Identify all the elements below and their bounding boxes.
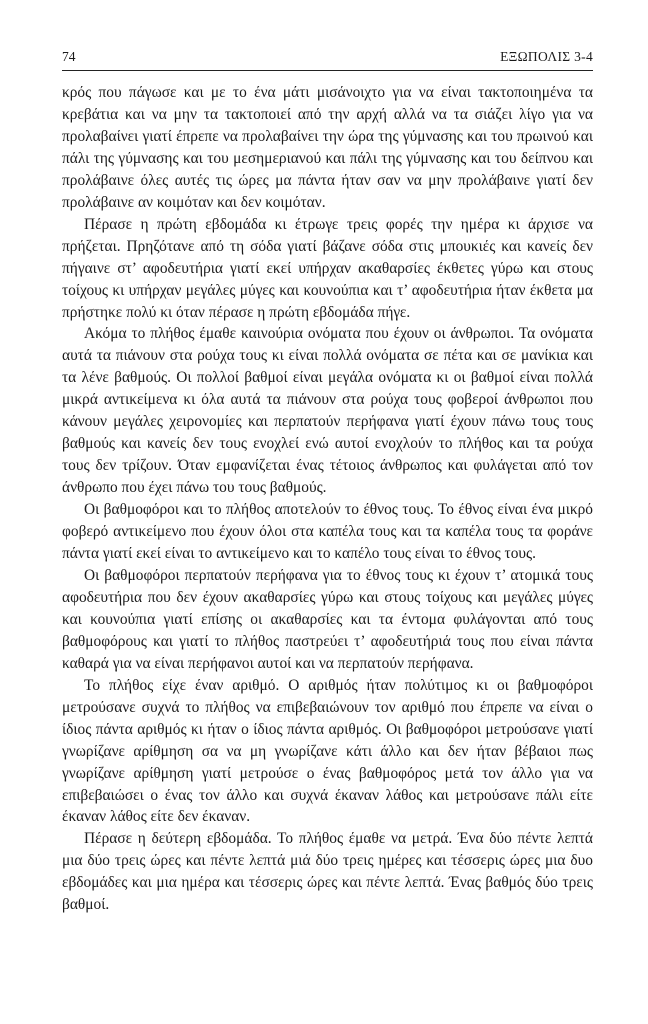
paragraph-continuation: κρός που πάγωσε και με το ένα μάτι μισάνοιχτο για να είναι τακτοποιημένα τα κρεβάτια και να μην τα τακτοποιεί από την αρχή αλλά να τα σιάζει λίγο για να προλαβαίνει γιατί έπρεπε να προλαβαίνει την ώρα της γύμνασης και του πρωινού και πάλι της γύμνασης και του μεσημεριανού και πάλι της γύμνασης και του δείπνου και προλάβαινε όλες αυτές τις ώρες μα πάντα ήταν σαν να μην προλάβαινε γιατί δεν προλάβαινε αν κοιμόταν και δεν κοιμόταν. bbox=[62, 84, 593, 211]
paragraph: Το πλήθος είχε έναν αριθμό. Ο αριθμός ήταν πολύτιμος κι οι βαθμοφόροι μετρούσανε συχνά το πλήθος να επιβεβαιώνουν τον αριθμό που έπρεπε να είναι ο ίδιος πάντα αριθμός κι ήταν ο ίδιος πάντα αριθμός. Οι βαθμοφόροι μετρούσανε γιατί γνωρίζανε αρίθμηση σα να μη γνωρίζανε κάτι άλλο και δεν ήταν βέβαιοι πως γνωρίζανε αρίθμηση γιατί μετρούσε ο ένας βαθμοφόρος μετά τον άλλο για να επιβεβαιώσει ο ένας τον άλλο και συχνά έκαναν λάθος και μετρούσανε πάλι είτε έκαναν λάθος είτε δεν έκαναν. bbox=[62, 676, 593, 826]
running-head: ΕΞΩΠΟΛΙΣ 3-4 bbox=[500, 49, 593, 64]
paragraph: Οι βαθμοφόροι περπατούν περήφανα για το έθνος τους κι έχουν τ’ ατομικά τους αφοδευτήρια που δεν έχουν ακαθαρσίες γύρω και στους τοίχους και μεγάλες μύγες και κουνούπια γιατί επίσης οι ακαθαρσίες και τα έντομα φυλάγονται από τους βαθμοφόρους και γιατί το πλήθος παστρεύει τ’ αφοδευτήριά τους που είναι πάντα καθαρά για να είναι περήφανοι αυτοί και να περπατούν περήφανα. bbox=[62, 566, 593, 672]
page-header bbox=[62, 47, 593, 67]
paragraph: Οι βαθμοφόροι και το πλήθος αποτελούν το έθνος τους. Το έθνος είναι ένα μικρό φοβερό αντικείμενο που έχουν όλοι στα καπέλα τους και τα καπέλα τους τα φοράνε πάντα γιατί εκεί είναι το αντικείμενο και το καπέλο τους είναι το έθνος τους. bbox=[62, 501, 593, 563]
paragraph: Πέρασε η πρώτη εβδομάδα κι έτρωγε τρεις φορές την ημέρα κι άρχισε να πρήζεται. Πρηζότανε από τη σόδα γιατί βάζανε σόδα στις μπουκιές και κανείς δεν πήγαινε στ’ αφοδευτήρια γιατί εκεί υπήρχαν ακαθαρσίες έκθετες γύρω και στους τοίχους κι υπήρχαν μεγάλες μύγες και κουνούπια και τ’ αφοδευτήρια ήταν έκθετα μα πρήστηκε πολύ κι όταν πέρασε η πρώτη εβδομάδα πήγε. bbox=[62, 215, 593, 321]
page-number: 74 bbox=[62, 49, 76, 64]
body-text bbox=[62, 82, 593, 916]
paragraph: Ακόμα το πλήθος έμαθε καινούρια ονόματα που έχουν οι άνθρωποι. Τα ονόματα αυτά τα πιάνουν στα ρούχα τους κι είναι πολλά ονόματα σε πέτα και σε μανίκια και τα λένε βαθμούς. Οι πολλοί βαθμοί είναι μεγάλα ονόματα κι οι βαθμοί είναι πολλά μικρά αντικείμενα κι όλα αυτά τα πιάνουν στα ρούχα τους φοβεροί άνθρωποι που κάνουν μεγάλες χειρονομίες και περπατούν περήφανα γιατί έχουν πάνω τους τους βαθμούς και κανείς δεν τους ενοχλεί ενώ αυτοί ενοχλούν το πλήθος και τα ρούχα τους δεν τρίζουν. Όταν εμφανίζεται ένας τέτοιος άνθρωπος και φυλάγεται από τον άνθρωπο που έχει πάνω του τους βαθμούς. bbox=[62, 325, 593, 497]
paragraph: Πέρασε η δεύτερη εβδομάδα. Το πλήθος έμαθε να μετρά. Ένα δύο πέντε λεπτά μια δύο τρεις ώρες και πέντε λεπτά μιά δύο τρεις ημέρες και τέσσερις ώρες μια δυο εβδομάδες και μια ημέρα και τέσσερις ώρες και πέντε λεπτά. Ένας βαθμός δύο τρεις βαθμοί. bbox=[62, 830, 593, 914]
header-rule bbox=[62, 70, 593, 71]
